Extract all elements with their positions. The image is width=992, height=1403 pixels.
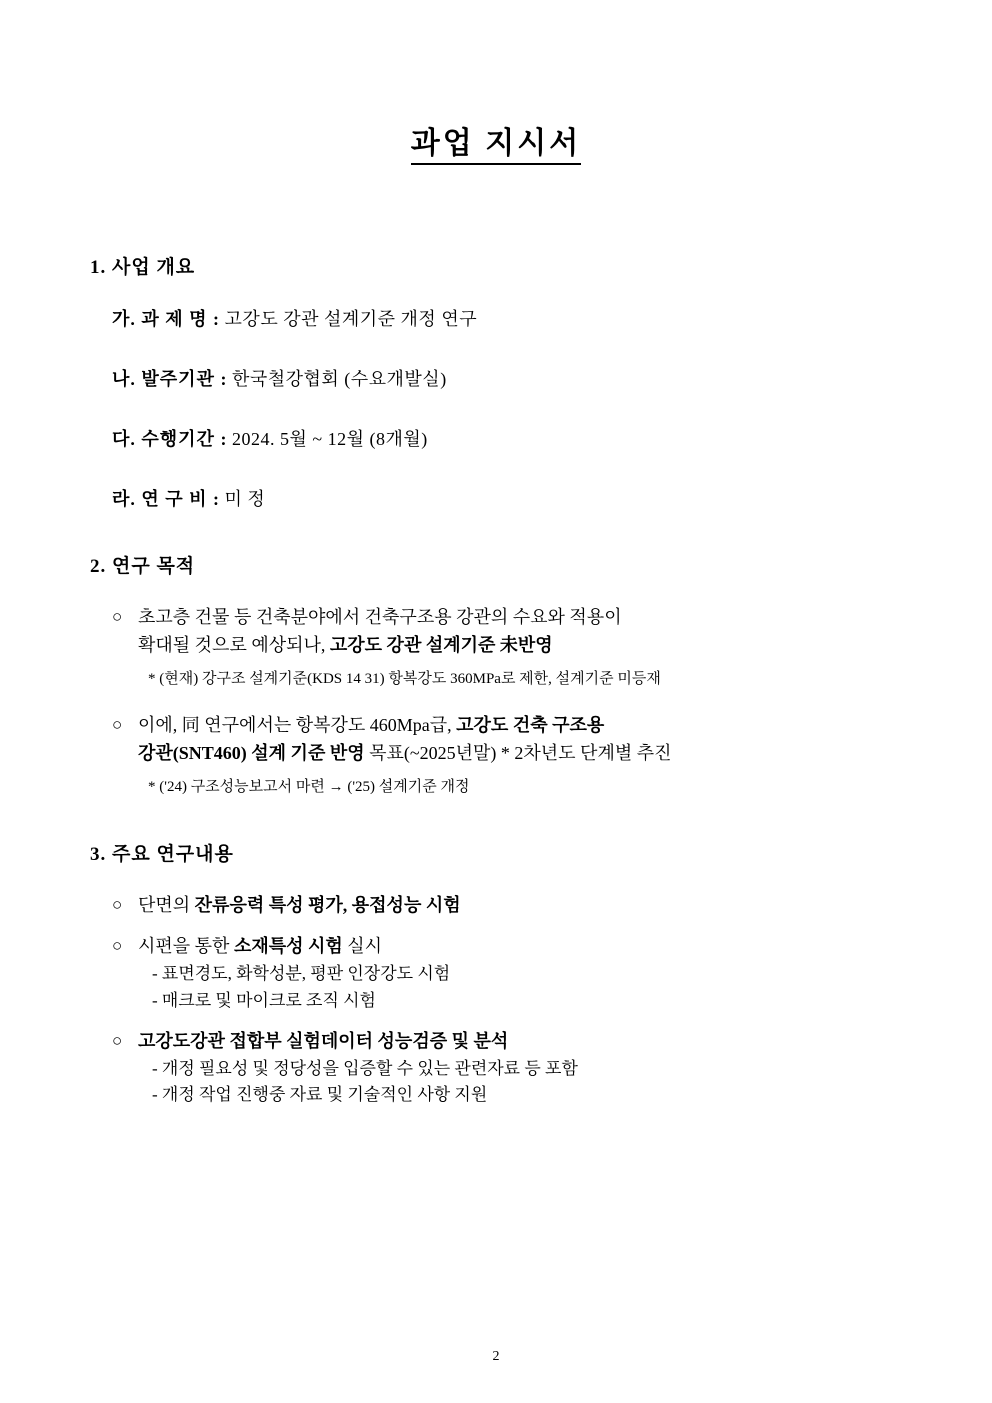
section-business-overview <box>90 252 902 511</box>
bullet-text-plain-2: 실시 <box>342 936 383 957</box>
item-project-name <box>112 305 902 331</box>
page-title <box>90 118 902 162</box>
bullet-text-line1: 이에, 同 연구에서는 항복강도 460Mpa급, <box>138 715 457 736</box>
bullet-text-emphasis: 고강도 강관 설계기준 未반영 <box>329 634 553 655</box>
bullet-marker: ○ <box>112 936 123 956</box>
bullet-note: * (현재) 강구조 설계기준(KDS 14 31) 항복강도 360MPa로 제한, 설계기준 미등재 <box>148 670 661 687</box>
bullet-marker: ○ <box>112 715 123 735</box>
bullet-text-line2: 목표(~2025년말) * 2차년도 단계별 추진 <box>364 743 672 764</box>
bullet-text-plain: 단면의 <box>138 894 195 915</box>
item-project-name-label: 가. 과 제 명 : <box>112 309 221 329</box>
bullet-text <box>138 712 902 768</box>
bullet-item <box>112 1028 902 1056</box>
dash-line: - 개정 필요성 및 정당성을 입증할 수 있는 관련자료 등 포함 <box>152 1058 578 1078</box>
item-budget-label: 라. 연 구 비 : <box>112 489 221 509</box>
dash-line: - 표면경도, 화학성분, 평판 인장강도 시험 <box>152 964 451 984</box>
bullet-text-emphasis: 고강도강관 접합부 실험데이터 성능검증 및 분석 <box>138 1031 509 1052</box>
section-1-heading: 1. 사업 개요 <box>90 257 196 278</box>
item-client-value: 한국철강협회 (수요개발실) <box>231 369 447 389</box>
bullet-item <box>112 892 902 920</box>
bullet-text <box>138 933 902 961</box>
item-period-label: 다. 수행기간 : <box>112 429 228 449</box>
bullet-text-emphasis: 소재특성 시험 <box>233 936 343 957</box>
bullet-item <box>112 712 902 768</box>
item-client-label: 나. 발주기관 : <box>112 369 228 389</box>
item-project-name-value: 고강도 강관 설계기준 개정 연구 <box>224 309 478 329</box>
item-period <box>112 425 902 451</box>
dash-line: - 개정 작업 진행중 자료 및 기술적인 사항 지원 <box>152 1085 488 1105</box>
bullet-text <box>138 892 902 920</box>
item-budget-value: 미 정 <box>224 489 266 509</box>
page-title-text: 과업 지시서 <box>411 127 581 165</box>
item-period-value: 2024. 5월 ~ 12월 (8개월) <box>231 429 428 449</box>
bullet-text-emphasis-2: 강관(SNT460) 설계 기준 반영 <box>138 743 365 764</box>
bullet-text <box>138 604 902 660</box>
section-3-heading: 3. 주요 연구내용 <box>90 843 234 865</box>
item-client <box>112 365 902 391</box>
item-budget <box>112 485 902 511</box>
bullet-text-line2: 확대될 것으로 예상되나, <box>138 634 330 655</box>
bullet-text-line1: 초고층 건물 등 건축분야에서 건축구조용 강관의 수요와 적용이 <box>138 607 622 627</box>
section-research-purpose <box>90 551 902 799</box>
page-number: 2 <box>492 1349 500 1364</box>
dash-line: - 매크로 및 마이크로 조직 시험 <box>152 990 376 1010</box>
bullet-marker: ○ <box>112 607 123 626</box>
bullet-item <box>112 604 902 660</box>
bullet-note: * ('24) 구조성능보고서 마련 → ('25) 설계기준 개정 <box>148 779 470 796</box>
bullet-marker: ○ <box>112 894 123 914</box>
bullet-item <box>112 933 902 961</box>
bullet-text <box>138 1028 902 1056</box>
section-main-research-content <box>90 839 902 1109</box>
section-2-heading: 2. 연구 목적 <box>90 556 196 577</box>
bullet-text-emphasis: 잔류응력 특성 평가, 용접성능 시험 <box>194 894 461 915</box>
bullet-text-emphasis-1: 고강도 건축 구조용 <box>456 715 605 736</box>
bullet-marker: ○ <box>112 1031 123 1051</box>
bullet-text-plain: 시편을 통한 <box>138 936 234 957</box>
